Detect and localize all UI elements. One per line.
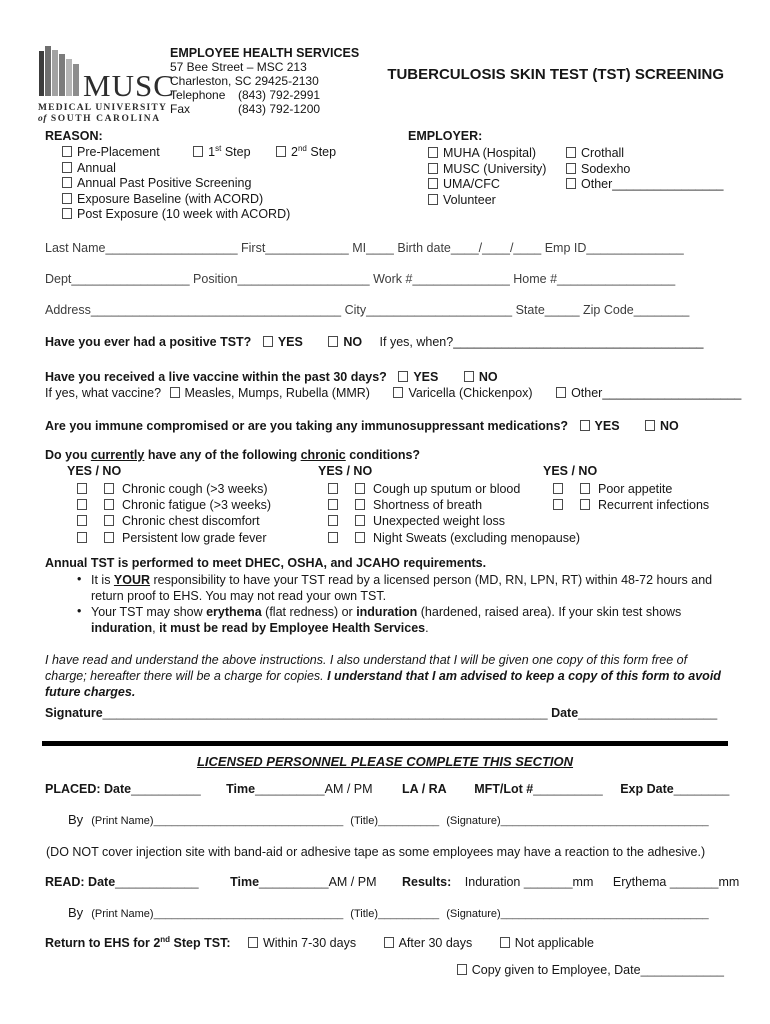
no-checkbox[interactable] — [355, 483, 365, 494]
yes-no-header: YES / NO — [67, 464, 122, 478]
musc-checkbox[interactable] — [428, 163, 438, 174]
copy-date-field[interactable]: ____________ — [640, 963, 724, 977]
q3-yes-checkbox[interactable] — [580, 420, 590, 431]
address-line[interactable]: Address____________________________________ City_____________________ State_____ Zip Code________ — [45, 303, 690, 317]
reason-row-annual: Annual — [62, 161, 336, 177]
employer-label: EMPLOYER: — [408, 129, 483, 143]
after-30-days-checkbox[interactable] — [384, 937, 394, 948]
condition-row: Night Sweats (excluding menopause) — [318, 531, 580, 547]
org-name: EMPLOYEE HEALTH SERVICES — [170, 46, 360, 60]
other-vaccine-checkbox[interactable] — [556, 387, 566, 398]
no-checkbox[interactable] — [355, 532, 365, 543]
no-checkbox[interactable] — [355, 499, 365, 510]
musc-wordmark: MUSC — [83, 68, 175, 103]
no-checkbox[interactable] — [104, 499, 114, 510]
volunteer-checkbox[interactable] — [428, 194, 438, 205]
building-icon — [38, 44, 80, 99]
annual-checkbox[interactable] — [62, 162, 72, 173]
form-title: TUBERCULOSIS SKIN TEST (TST) SCREENING — [387, 66, 724, 83]
employer-row: Sodexho — [566, 162, 724, 178]
employer-row: UMA/CFC — [428, 177, 546, 193]
no-checkbox[interactable] — [355, 515, 365, 526]
yes-checkbox[interactable] — [77, 515, 87, 526]
logo-caption-1: MEDICAL UNIVERSITY — [38, 103, 168, 113]
placed-ampm: AM / PM — [324, 782, 373, 796]
varicella-checkbox[interactable] — [393, 387, 403, 398]
condition-row: Persistent low grade fever — [67, 531, 271, 547]
employer-row — [566, 177, 724, 193]
employer-row: Volunteer — [428, 193, 546, 209]
within-7-30-days-checkbox[interactable] — [248, 937, 258, 948]
pre-placement-label: Pre-Placement — [77, 145, 160, 159]
placed-line: PLACED: Date__________ Time__________AM / PM LA / RA MFT/Lot #__________ Exp Date________ — [45, 782, 730, 796]
pre-placement-checkbox[interactable] — [62, 146, 72, 157]
other-employer-checkbox[interactable] — [566, 178, 576, 189]
erythema-field[interactable]: _______ — [669, 875, 719, 889]
second-step-label: 2nd Step — [291, 143, 337, 159]
placed-by-signature-field[interactable]: __________________________________ — [500, 815, 709, 827]
first-step-label: 1st Step — [208, 143, 251, 159]
condition-row: Chronic fatigue (>3 weeks) — [67, 498, 271, 514]
reason-row-post-exposure: Post Exposure (10 week with ACORD) — [62, 207, 336, 223]
employer-row: Crothall — [566, 146, 724, 162]
bullet-icon: • — [77, 572, 82, 586]
signature-line — [45, 706, 717, 720]
date-label: Date — [551, 706, 579, 720]
employer-col-2 — [566, 146, 724, 193]
placed-by-print-name-field[interactable]: _______________________________ — [153, 815, 344, 827]
reason-label: REASON: — [45, 129, 103, 143]
q1-no-checkbox[interactable] — [328, 336, 338, 347]
yes-checkbox[interactable] — [328, 532, 338, 543]
condition-row: Cough up sputum or blood — [318, 482, 580, 498]
read-line: READ: Date____________ Time__________AM / PM Results: Induration _______mm Erythema _______mm — [45, 875, 740, 889]
reason-row-1 — [62, 145, 336, 161]
yes-checkbox[interactable] — [328, 483, 338, 494]
acknowledgement-paragraph: I have read and understand the above instructions. I also understand that I will be given one copy of this form free of charge; hereafter there will be a charge for copies. I understand that I am advised to keep a copy of this form to avoid future charges. — [45, 653, 721, 699]
read-time-field[interactable]: __________ — [259, 875, 329, 889]
no-checkbox[interactable] — [104, 532, 114, 543]
condition-row: Shortness of breath — [318, 498, 580, 514]
reason-row-past-positive: Annual Past Positive Screening — [62, 176, 336, 192]
city-state-zip: Charleston, SC 29425-2130 — [170, 74, 319, 88]
header-address-block — [170, 46, 359, 116]
first-step-checkbox[interactable] — [193, 146, 203, 157]
yes-no-header: YES / NO — [543, 464, 598, 478]
employer-row: MUHA (Hospital) — [428, 146, 546, 162]
yes-checkbox[interactable] — [77, 483, 87, 494]
signature-label: Signature — [45, 706, 103, 720]
mft-lot-field[interactable]: __________ — [533, 782, 603, 796]
post-exposure-checkbox[interactable] — [62, 208, 72, 219]
placed-by-line: By (Print Name)_______________________________ (Title)__________ (Signature)__________________________________ — [68, 812, 709, 827]
exposure-baseline-checkbox[interactable] — [62, 193, 72, 204]
fax-line: Fax (843) 792-1200 — [170, 102, 321, 116]
read-by-signature-field[interactable]: __________________________________ — [500, 908, 709, 920]
q1-when-field[interactable]: If yes, when?____________________________________ — [379, 335, 704, 349]
annual-past-positive-checkbox[interactable] — [62, 177, 72, 188]
copy-given-line: Copy given to Employee, Date____________ — [457, 963, 724, 977]
question-chronic-conditions: Do you currently have any of the following chronic conditions? — [45, 448, 421, 462]
q2-yes-checkbox[interactable] — [398, 371, 408, 382]
chronic-col-3 — [543, 464, 709, 514]
street-address: 57 Bee Street – MSC 213 — [170, 60, 307, 74]
read-by-print-name-field[interactable]: _______________________________ — [153, 908, 344, 920]
read-date-field[interactable]: ____________ — [115, 875, 199, 889]
dept-position-line[interactable]: Dept_________________ Position___________________ Work #______________ Home #_________________ — [45, 272, 676, 286]
no-checkbox[interactable] — [104, 515, 114, 526]
read-by-title-field[interactable]: __________ — [378, 908, 440, 920]
licensed-section-header-wrap — [45, 754, 725, 769]
bullet-read-requirement: • It is YOUR responsibility to have your TST read by a licensed person (MD, RN, LPN, RT) within 48-72 hours and return proof to EHS. You may not read your own TST. — [77, 572, 713, 603]
phone-line: Telephone (843) 792-2991 — [170, 88, 321, 102]
chronic-col-1 — [67, 464, 271, 547]
read-ampm: AM / PM — [328, 875, 377, 889]
return-line: Return to EHS for 2nd Step TST: Within 7-30 days After 30 days Not applicable — [45, 934, 594, 950]
name-birthdate-line[interactable]: Last Name___________________ First____________ MI____ Birth date____/____/____ Emp ID______________ — [45, 241, 684, 255]
muha-checkbox[interactable] — [428, 147, 438, 158]
employer-row: MUSC (University) — [428, 162, 546, 178]
uma-cfc-checkbox[interactable] — [428, 178, 438, 189]
yes-checkbox[interactable] — [77, 499, 87, 510]
question-immune-compromised: Are you immune compromised or are you taking any immunosuppressant medications? YES NO — [45, 419, 679, 433]
yes-checkbox[interactable] — [77, 532, 87, 543]
licensed-section-header: LICENSED PERSONNEL PLEASE COMPLETE THIS SECTION — [196, 754, 574, 769]
reason-section — [45, 129, 336, 223]
sodexho-checkbox[interactable] — [566, 163, 576, 174]
chronic-col-2 — [318, 464, 580, 547]
no-checkbox[interactable] — [580, 499, 590, 510]
q2-no-checkbox[interactable] — [464, 371, 474, 382]
bullet-erythema-induration: • Your TST may show erythema (flat redness) or induration (hardened, raised area). If your skin test shows induration, it must be read by Employee Health Services. — [77, 604, 682, 635]
placed-by-title-field[interactable]: __________ — [378, 815, 440, 827]
condition-row: Poor appetite — [543, 482, 709, 498]
date-field[interactable]: ____________________ — [578, 706, 718, 720]
question-live-vaccine: Have you received a live vaccine within the past 30 days? YES NO If yes, what vaccine? Measles, Mumps, Rubella (MMR) Varicella (Chickenpox) Other____________________ — [45, 370, 742, 400]
return-label: Return to EHS for 2nd Step TST: — [45, 934, 231, 950]
no-checkbox[interactable] — [104, 483, 114, 494]
yes-checkbox[interactable] — [328, 515, 338, 526]
not-applicable-checkbox[interactable] — [500, 937, 510, 948]
employer-section — [408, 129, 482, 143]
band-aid-note: (DO NOT cover injection site with band-aid or adhesive tape as some employees may have a reaction to the adhesive.) — [46, 845, 706, 859]
placed-date-field[interactable]: __________ — [131, 782, 201, 796]
crothall-checkbox[interactable] — [566, 147, 576, 158]
read-by-line: By (Print Name)_______________________________ (Title)__________ (Signature)__________________________________ — [68, 905, 709, 920]
question-positive-tst: Have you ever had a positive TST? YES NO If yes, when?____________________________________ — [45, 335, 704, 349]
yes-no-header: YES / NO — [318, 464, 373, 478]
exp-date-field[interactable]: ________ — [673, 782, 730, 796]
bullet-icon: • — [77, 604, 82, 618]
reason-row-exposure-baseline: Exposure Baseline (with ACORD) — [62, 192, 336, 208]
musc-logo — [38, 44, 173, 124]
yes-checkbox[interactable] — [553, 499, 563, 510]
copy-given-checkbox[interactable] — [457, 964, 467, 975]
other-employer-field[interactable]: Other________________ — [581, 177, 724, 192]
section-divider — [42, 741, 728, 746]
second-step-checkbox[interactable] — [276, 146, 286, 157]
employer-col-1 — [428, 146, 546, 208]
mmr-checkbox[interactable] — [170, 387, 180, 398]
annual-tst-heading: Annual TST is performed to meet DHEC, OSHA, and JCAHO requirements. — [45, 556, 487, 570]
yes-checkbox[interactable] — [328, 499, 338, 510]
yes-checkbox[interactable] — [553, 483, 563, 494]
condition-row: Unexpected weight loss — [318, 514, 580, 530]
other-vaccine-field[interactable]: Other____________________ — [571, 386, 742, 400]
fax-number: (843) 792-1200 — [238, 102, 321, 116]
condition-row: Recurrent infections — [543, 498, 709, 514]
induration-field[interactable]: _______ — [523, 875, 573, 889]
la-ra-label: LA / RA — [402, 782, 447, 796]
no-checkbox[interactable] — [580, 483, 590, 494]
q3-no-checkbox[interactable] — [645, 420, 655, 431]
signature-field[interactable]: ________________________________________________________________ — [102, 706, 548, 720]
condition-row: Chronic chest discomfort — [67, 514, 271, 530]
q1-yes-checkbox[interactable] — [263, 336, 273, 347]
placed-time-field[interactable]: __________ — [255, 782, 325, 796]
condition-row: Chronic cough (>3 weeks) — [67, 482, 271, 498]
phone-number: (843) 792-2991 — [238, 88, 321, 102]
logo-caption-2: of SOUTH CAROLINA — [38, 114, 161, 124]
